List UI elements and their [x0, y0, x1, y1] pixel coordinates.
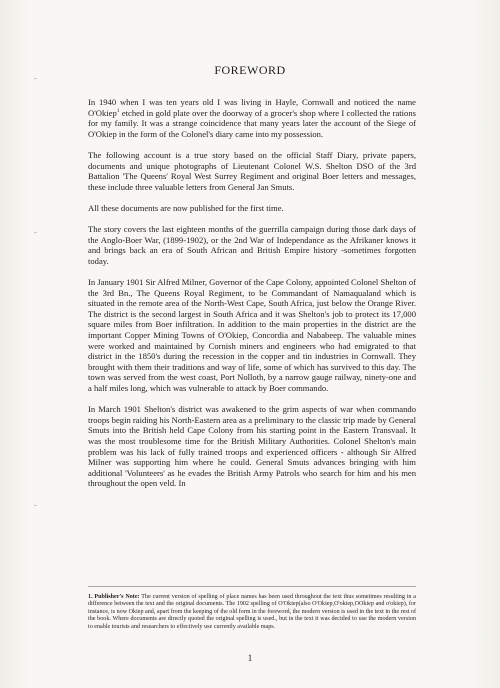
scan-mark	[34, 78, 37, 79]
paragraph: In March 1901 Shelton's district was awakened to the grim aspects of war when commando troops begin raiding his North-Eastern area as a preliminary to the classic trip made by General Smuts into the British held Cape Colony from his starting point in the Eastern Transvaal. It was the most troublesome time for the British Military Authorities. Colonel Shelton's main problem was his lack of fully trained troops and experienced officers - although Sir Alfred Milner was supporting him where he could. General Smuts advances bringing with him additional 'Volunteers' as he evades the British Army Patrols who search for him and his men throughout the open veld. In	[88, 404, 416, 489]
footnote-marker: 1	[116, 107, 120, 114]
footnote	[88, 594, 416, 631]
paragraph-text: In 1940 when I was ten years old I was living in Hayle, Cornwall and noticed the name O'Okiep	[88, 97, 416, 118]
footnote-text: The current version of spelling of place names has been used throughout the text thus sometimes resulting in a difference between the text and the original documents. The 1902 spelling of O'Okiep(also O'Okiep,O'okiep,OOkiep and o'okiep), for instance, is now Okiep and, apart from the keeping of the old form in the foreword, the modern version is used in the text in the rest of the book. Where documents are directly quoted the original spelling is used., but in the text it was decided to use the modern version to enable tourists and researchers to effectively use currently available maps.	[88, 594, 416, 630]
paragraph	[88, 97, 416, 139]
scan-mark	[34, 232, 37, 233]
paragraph: The following account is a true story based on the official Staff Diary, private papers, documents and unique photographs of Lieutenant Colonel W.S. Shelton DSO of the 3rd Battalion 'The Queens' Royal West Surrey Regiment and original Boer letters and messages, these include three valuable letters from General Jan Smuts.	[88, 149, 416, 192]
page-title: FOREWORD	[214, 63, 286, 77]
paragraph: The story covers the last eighteen months of the guerrilla campaign during those dark days of the Anglo-Boer War, (1899-1902), or the 2nd War of Independance as the Afrikaner knows it and brings back an era of South African and British Empire history -sometimes forgotten today.	[88, 224, 416, 266]
footnote-divider	[88, 586, 416, 587]
paragraph: In January 1901 Sir Alfred Milner, Governor of the Cape Colony, appointed Colonel Shelton of the 3rd Bn., The Queens Royal Regiment, to be Commandant of Namaqualand which is situated in the remote area of the North-West Cape, South Africa, just below the Orange River. The district is the second largest in South Africa and it was Shelton's job to protect its 17,000 square miles from Boer infiltration. In addition to the main properties in the district are the important Copper Mining Towns of O'Okiep, Concordia and Nababeep. The valuable mines were worked and maintained by Cornish miners and engineers who had emigrated to that district in the 1850's during the recession in the copper and tin industries in Cornwall. They brought with them their traditions and way of life, some of which has survived to this day. The town was served from the west coast, Port Nolloth, by a narrow gauge railway, ninety-one and a half miles long, which was vulnerable to attack by Boer commando.	[88, 277, 416, 394]
page-number: 1	[247, 653, 253, 663]
paragraph: All these documents are now published for the first time.	[88, 202, 284, 213]
foreword-body	[88, 97, 416, 489]
scan-mark	[34, 505, 37, 506]
footnote-label: 1. Publisher's Note:	[88, 594, 140, 600]
paragraph-text: etched in gold plate over the doorway of a grocer's shop where I collected the rations for my family. It was a strange coincidence that many years later the account of the Siege of O'Okiep in the form of the Colonel's diary came into my possession.	[88, 107, 416, 139]
